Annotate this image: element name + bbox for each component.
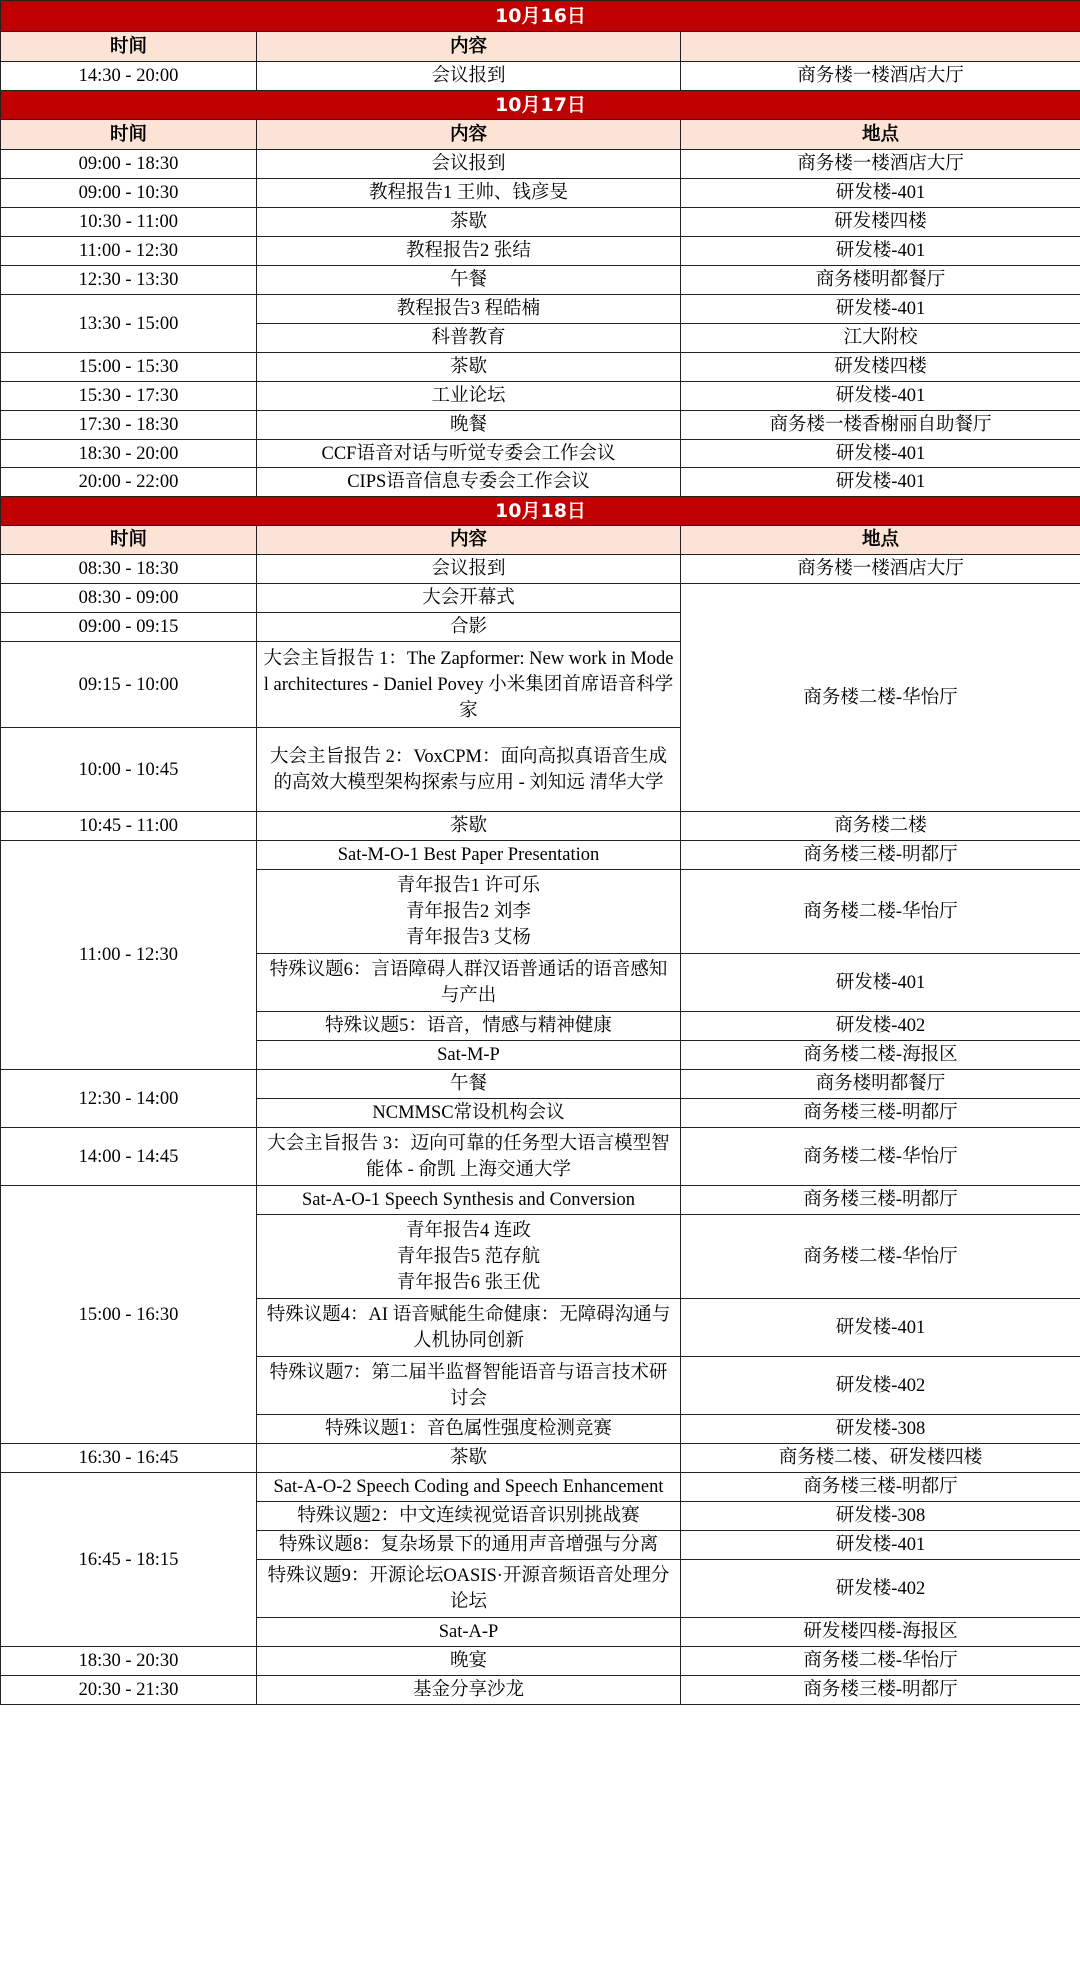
content-cell [257,179,681,208]
time-cell: 08:30 - 09:00 [1,584,257,613]
content-line: CIPS语音信息专委会工作会议 [347,472,590,492]
time-cell: 10:45 - 11:00 [1,812,257,841]
location-cell: 研发楼四楼 [681,208,1080,237]
content-line: Sat-M-O-1 Best Paper Presentation [337,845,600,865]
location-cell: 商务楼二楼-华怡厅 [681,1647,1080,1676]
location-cell: 研发楼-401 [681,1531,1080,1560]
content-line: 大会主旨报告 2：VoxCPM：面向高拟真语音生成的高效大模型架构探索与应用 - 刘知远 清华大学 [270,746,667,793]
location-cell: 研发楼-402 [681,1012,1080,1041]
time-cell: 15:00 - 15:30 [1,353,257,382]
time-cell: 20:30 - 21:30 [1,1676,257,1705]
table-row [1,1473,1080,1502]
content-line: 基金分享沙龙 [412,1680,524,1700]
content-line: 青年报告2 刘李 [406,901,531,922]
content-line: 青年报告5 范存航 [396,1246,541,1267]
content-line: 会议报到 [431,559,506,579]
location-cell: 商务楼三楼-明都厅 [681,1676,1080,1705]
header-content: 内容 [257,32,681,62]
content-line: 茶歇 [449,1448,487,1468]
time-cell: 16:30 - 16:45 [1,1444,257,1473]
table-row [1,411,1080,440]
location-cell: 商务楼二楼-华怡厅 [681,1128,1080,1186]
table-row [1,468,1080,497]
table-row [1,295,1080,324]
content-line: 茶歇 [449,357,487,377]
content-cell [257,555,681,584]
location-cell: 商务楼一楼酒店大厅 [681,555,1080,584]
time-cell: 12:30 - 13:30 [1,266,257,295]
content-cell [257,1099,681,1128]
content-cell [257,468,681,497]
table-row [1,1186,1080,1215]
content-line: 大会主旨报告 3：迈向可靠的任务型大语言模型智能体 - 俞凯 上海交通大学 [267,1133,670,1180]
time-cell: 18:30 - 20:00 [1,440,257,468]
time-cell: 09:15 - 10:00 [1,642,257,728]
content-cell [257,295,681,324]
content-line: 大会开幕式 [422,588,515,608]
time-cell: 10:00 - 10:45 [1,728,257,812]
location-cell: 研发楼-401 [681,440,1080,468]
time-cell: 17:30 - 18:30 [1,411,257,440]
day-title-row [1,91,1080,120]
location-cell: 商务楼三楼-明都厅 [681,1186,1080,1215]
content-line: 茶歇 [449,212,487,232]
table-row [1,841,1080,870]
header-time: 时间 [1,526,257,555]
content-line: CCF语音对话与听觉专委会工作会议 [321,443,616,464]
content-line: 青年报告6 张王优 [396,1272,541,1293]
time-cell: 14:00 - 14:45 [1,1128,257,1186]
header-location [681,32,1080,62]
content-cell [257,1560,681,1618]
content-cell [257,1128,681,1186]
day-title-row [1,497,1080,526]
table-row [1,266,1080,295]
location-cell: 商务楼二楼、研发楼四楼 [681,1444,1080,1473]
content-line: 青年报告4 连政 [406,1220,531,1241]
content-cell [257,1676,681,1705]
table-row [1,382,1080,411]
content-cell [257,353,681,382]
content-cell [257,411,681,440]
location-cell: 研发楼-401 [681,295,1080,324]
time-cell: 12:30 - 14:00 [1,1070,257,1128]
location-cell: 商务楼一楼酒店大厅 [681,150,1080,179]
time-cell: 14:30 - 20:00 [1,62,257,91]
header-time: 时间 [1,32,257,62]
content-cell [257,62,681,91]
content-cell [257,841,681,870]
location-cell: 研发楼-401 [681,468,1080,497]
location-cell: 商务楼三楼-明都厅 [681,841,1080,870]
content-cell [257,324,681,353]
location-cell: 研发楼-401 [681,1299,1080,1357]
location-cell: 商务楼二楼-华怡厅 [681,870,1080,954]
location-cell: 研发楼四楼-海报区 [681,1618,1080,1647]
content-cell [257,1070,681,1099]
location-cell: 研发楼四楼 [681,353,1080,382]
location-cell: 研发楼-402 [681,1560,1080,1618]
content-line: 会议报到 [431,66,506,86]
table-row [1,1676,1080,1705]
content-cell [257,642,681,728]
table-row [1,584,1080,613]
content-line: 教程报告3 程皓楠 [396,299,541,319]
column-header-row [1,32,1080,62]
content-line: 教程报告1 王帅、钱彦旻 [369,183,568,203]
header-content: 内容 [257,120,681,150]
content-line: 特殊议题4：AI 语音赋能生命健康：无障碍沟通与人机协同创新 [266,1304,671,1351]
content-line: Sat-A-P [438,1622,499,1642]
table-row [1,179,1080,208]
content-cell [257,954,681,1012]
time-cell: 09:00 - 09:15 [1,613,257,642]
content-line: 茶歇 [449,816,487,836]
table-row [1,353,1080,382]
table-row [1,1647,1080,1676]
table-row [1,555,1080,584]
day-title: 10月16日 [1,1,1080,32]
location-cell: 商务楼三楼-明都厅 [681,1099,1080,1128]
table-row [1,440,1080,468]
content-cell [257,208,681,237]
day-title: 10月18日 [1,497,1080,526]
content-cell [257,1186,681,1215]
content-line: 特殊议题9：开源论坛OASIS·开源音频语音处理分论坛 [267,1565,670,1612]
time-cell: 13:30 - 15:00 [1,295,257,353]
column-header-row [1,526,1080,555]
header-time: 时间 [1,120,257,150]
content-cell [257,812,681,841]
content-line: 工业论坛 [431,386,506,406]
content-line: 晚餐 [449,415,487,435]
table-row [1,1128,1080,1186]
content-cell [257,584,681,613]
content-line: NCMMSC常设机构会议 [372,1103,565,1123]
day-title-row [1,1,1080,32]
content-cell [257,1502,681,1531]
location-cell: 商务楼二楼-华怡厅 [681,584,1080,812]
content-line: 教程报告2 张结 [406,241,531,261]
location-cell: 商务楼二楼-华怡厅 [681,1215,1080,1299]
day-title: 10月17日 [1,91,1080,120]
location-cell: 研发楼-401 [681,179,1080,208]
header-location: 地点 [681,120,1080,150]
content-line: 晚宴 [449,1651,487,1671]
location-cell: 商务楼二楼 [681,812,1080,841]
time-cell: 20:00 - 22:00 [1,468,257,497]
location-cell: 江大附校 [681,324,1080,353]
content-cell [257,1444,681,1473]
table-row [1,812,1080,841]
content-line: 午餐 [449,1074,487,1094]
content-cell [257,1647,681,1676]
content-line: 特殊议题1：音色属性强度检测竞赛 [325,1419,612,1439]
time-cell: 11:00 - 12:30 [1,841,257,1070]
time-cell: 16:45 - 18:15 [1,1473,257,1647]
content-line: Sat-A-O-2 Speech Coding and Speech Enhancement [273,1477,664,1497]
time-cell: 15:00 - 16:30 [1,1186,257,1444]
content-line: 大会主旨报告 1：The Zapformer: New work in Model architectures - Daniel Povey 小米集团首席语音科学家 [263,648,674,721]
content-line: 会议报到 [431,154,506,174]
location-cell: 商务楼明都餐厅 [681,1070,1080,1099]
time-cell: 09:00 - 10:30 [1,179,257,208]
header-location: 地点 [681,526,1080,555]
content-line: 合影 [449,617,487,637]
content-cell [257,1618,681,1647]
time-cell: 09:00 - 18:30 [1,150,257,179]
location-cell: 研发楼-401 [681,237,1080,266]
time-cell: 11:00 - 12:30 [1,237,257,266]
header-content: 内容 [257,526,681,555]
location-cell: 商务楼三楼-明都厅 [681,1473,1080,1502]
location-cell: 商务楼二楼-海报区 [681,1041,1080,1070]
content-line: 青年报告1 许可乐 [396,875,541,896]
content-cell [257,1299,681,1357]
content-cell [257,440,681,468]
content-line: 青年报告3 艾杨 [406,927,531,948]
content-cell [257,613,681,642]
content-line: 特殊议题5：语音，情感与精神健康 [325,1016,612,1036]
content-cell [257,1041,681,1070]
table-row [1,208,1080,237]
content-cell [257,1215,681,1299]
location-cell: 商务楼明都餐厅 [681,266,1080,295]
content-line: Sat-M-P [437,1045,500,1065]
location-cell: 研发楼-401 [681,954,1080,1012]
column-header-row [1,120,1080,150]
location-cell: 研发楼-308 [681,1415,1080,1444]
content-cell [257,1357,681,1415]
time-cell: 18:30 - 20:30 [1,1647,257,1676]
table-row [1,150,1080,179]
content-cell [257,266,681,295]
content-line: 特殊议题2：中文连续视觉语音识别挑战赛 [297,1506,640,1526]
content-line: 午餐 [449,270,487,290]
schedule-body [1,1,1080,1705]
time-cell: 15:30 - 17:30 [1,382,257,411]
table-row [1,62,1080,91]
table-row [1,237,1080,266]
time-cell: 10:30 - 11:00 [1,208,257,237]
table-row [1,1444,1080,1473]
location-cell: 商务楼一楼香榭丽自助餐厅 [681,411,1080,440]
content-cell [257,1012,681,1041]
content-cell [257,1415,681,1444]
location-cell: 商务楼一楼酒店大厅 [681,62,1080,91]
content-line: 特殊议题7：第二届半监督智能语音与语言技术研讨会 [269,1362,668,1409]
content-cell [257,1473,681,1502]
location-cell: 研发楼-401 [681,382,1080,411]
content-line: Sat-A-O-1 Speech Synthesis and Conversion [302,1190,635,1210]
content-cell [257,728,681,812]
content-line: 科普教育 [431,328,506,348]
content-cell [257,237,681,266]
content-cell [257,870,681,954]
table-row [1,1070,1080,1099]
content-cell [257,150,681,179]
content-cell [257,382,681,411]
content-cell [257,1531,681,1560]
content-line: 特殊议题8：复杂场景下的通用声音增强与分离 [278,1535,659,1555]
location-cell: 研发楼-402 [681,1357,1080,1415]
location-cell: 研发楼-308 [681,1502,1080,1531]
time-cell: 08:30 - 18:30 [1,555,257,584]
content-line: 特殊议题6：言语障碍人群汉语普通话的语音感知与产出 [269,959,668,1006]
